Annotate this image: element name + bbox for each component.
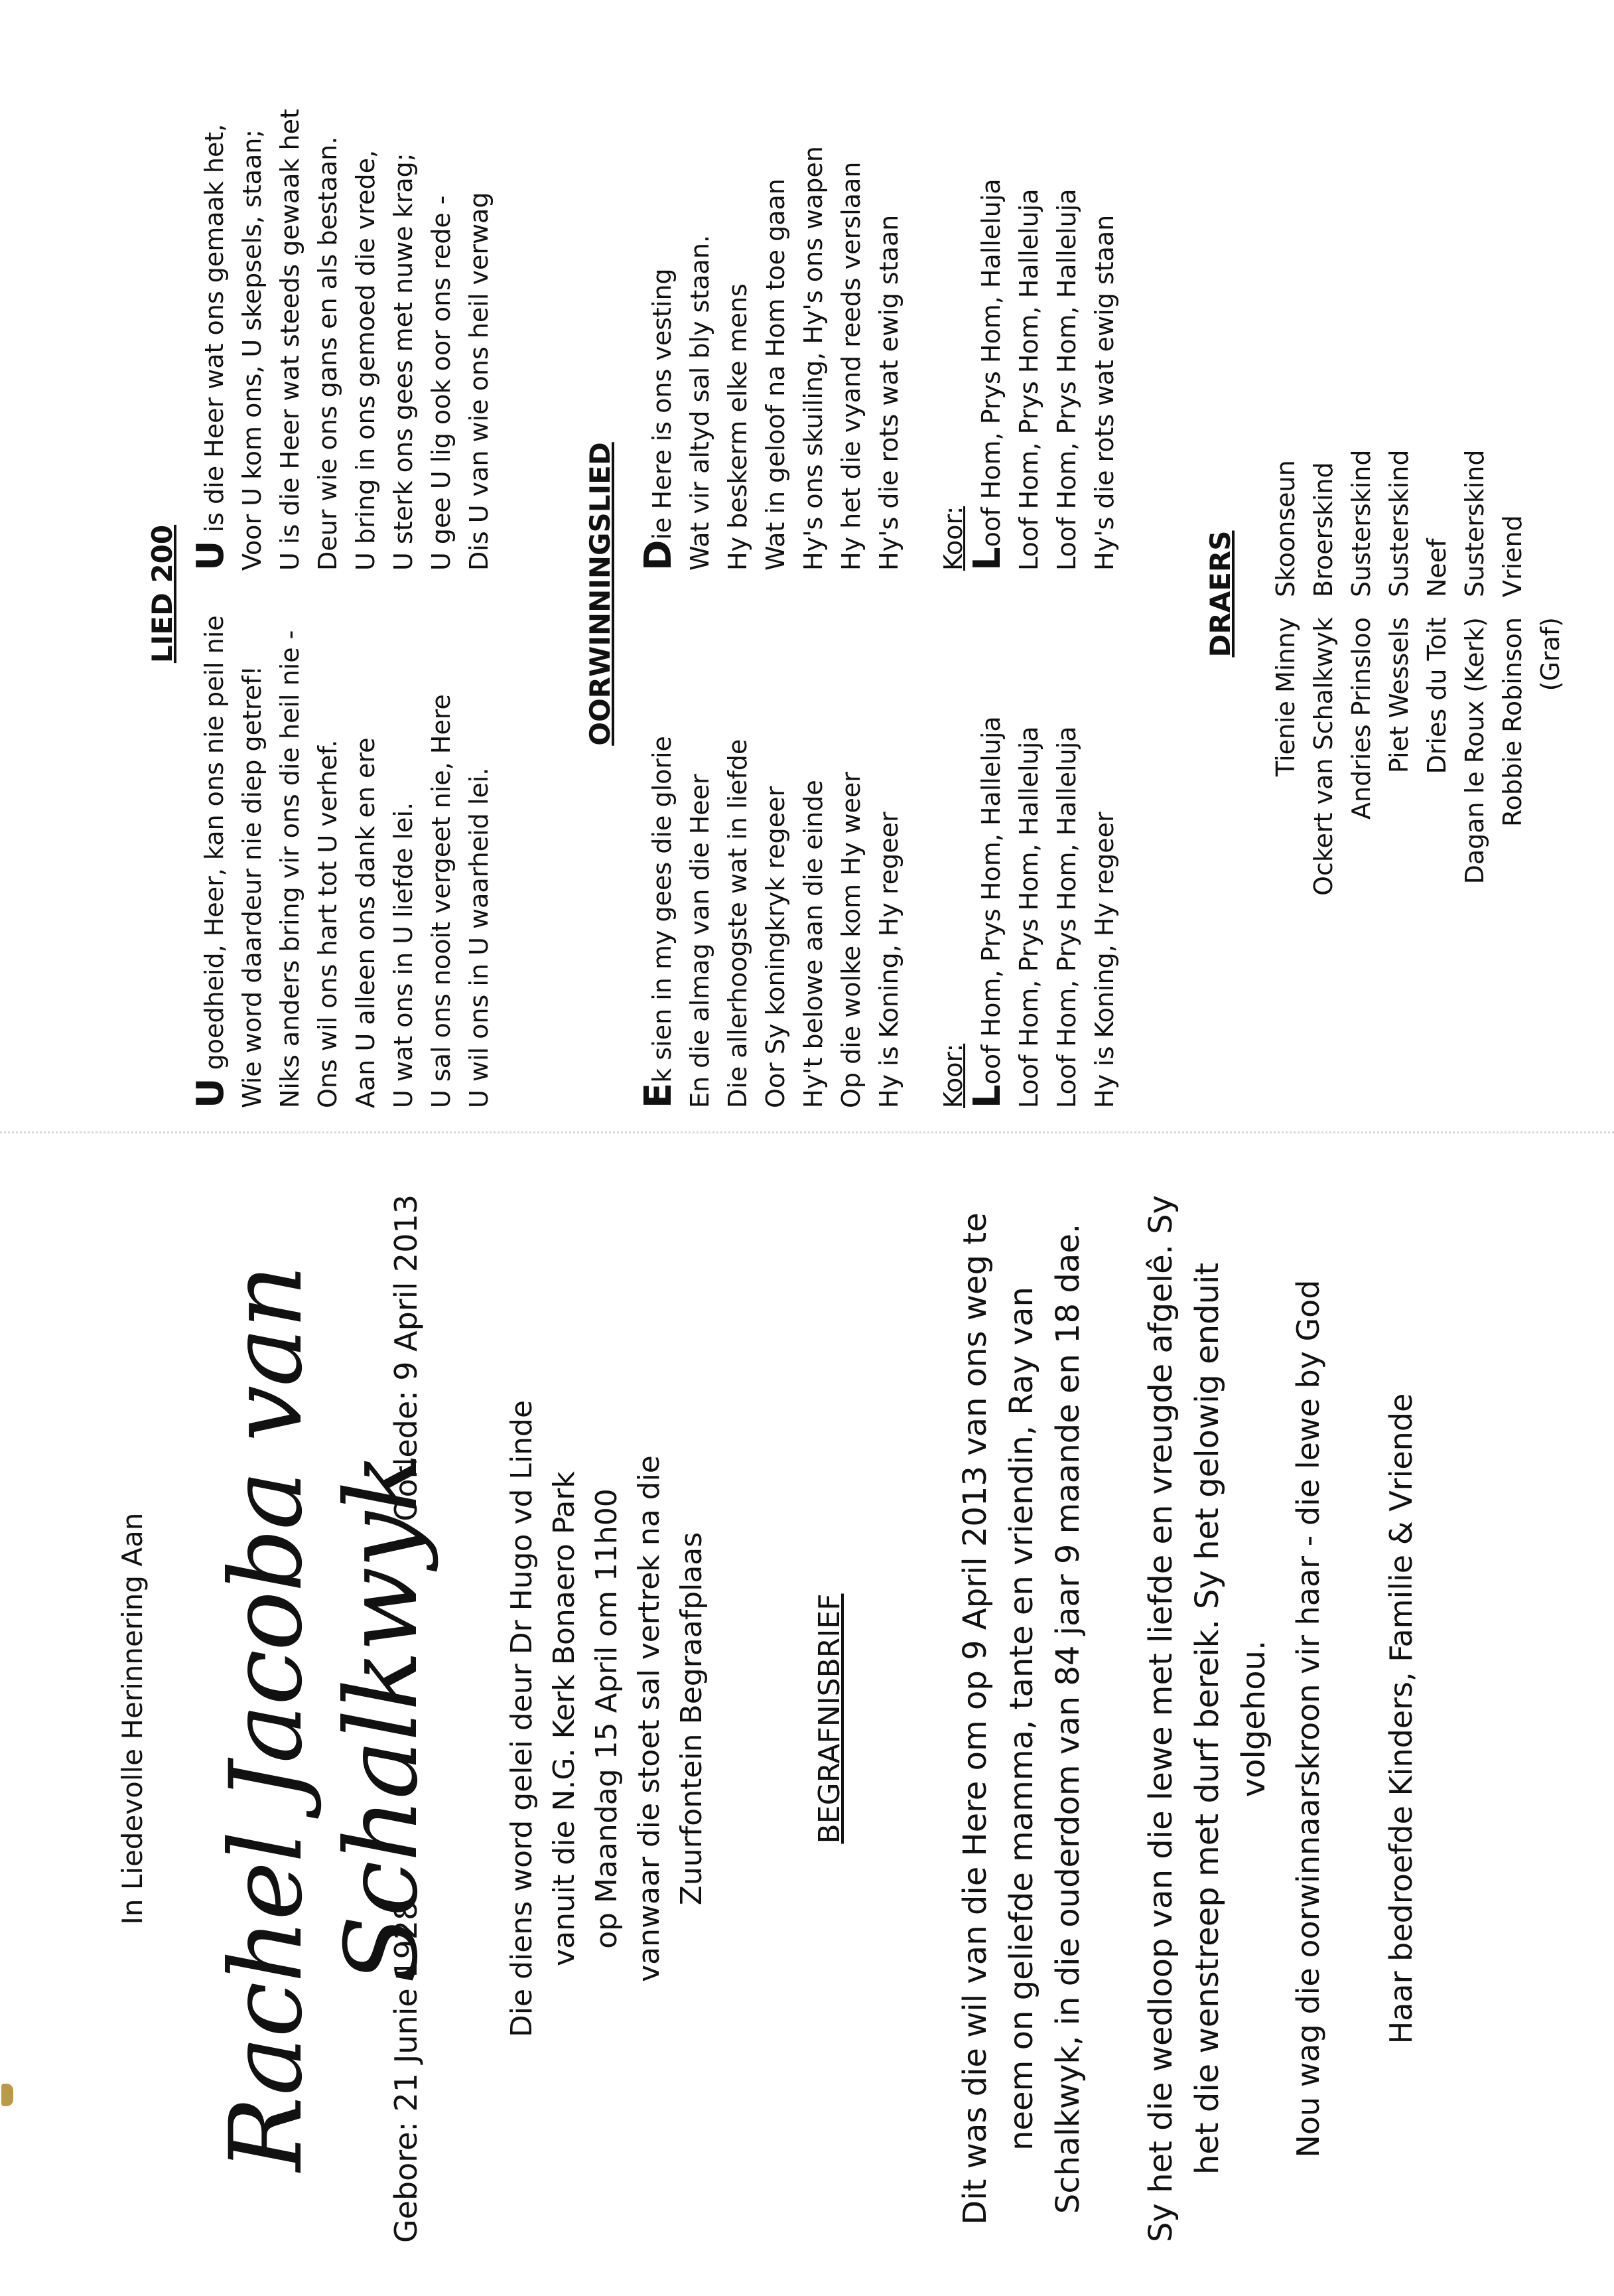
verse-line: U wat ons in U liefde lei. [389,802,418,1108]
bearer-name: Dagan le Roux (Kerk) [1460,617,1489,885]
bearer-row [1418,305,1456,902]
verse-line: Oor Sy koningkryk regeer [761,786,790,1108]
hymn-2-verse-left [637,644,1124,1108]
verse-line: Voor U kom ons, U skepsels, staan; [237,129,267,571]
verse-line: U is die Heer wat steeds gewaak het [275,109,304,571]
verse-line: Deur wie ons gans en als bestaan. [313,136,342,571]
deceased-name: Rachel Jacoba van Schalkwyk [209,1265,440,2172]
verse-line: Wat in geloof na Hom toe gaan [761,179,790,571]
chorus-label: Koor: [939,1043,968,1108]
verse-line: Op die wolke kom Hy weer [837,772,866,1108]
bearer-relation: Vriend [1498,515,1527,597]
chorus-line: Loof Hom, Prys Hom, Halleluja [1052,726,1081,1108]
funeral-letter-paragraph-1 [952,1194,1091,2243]
hymn-2-title: OORWINNINGSLIED [584,442,616,746]
verse-line: U sterk ons gees met nuwe krag; [389,153,418,571]
inside-panel [66,66,1585,1121]
verse-line: U goedheid, Heer, kan ons nie peil nie [189,615,232,1108]
hymn-1-title: LIED 200 [146,524,178,664]
family-signoff: Haar bedroefde Kinders, Familie & Vriende [1383,1393,1419,2045]
card-fold-line [0,1131,1614,1133]
bearer-name: Ockert van Schalkwyk [1309,617,1338,896]
verse-line: Dis U van wie ons heil verwag [464,192,494,571]
verse-line: Wat vir altyd sal bly staan. [685,235,714,571]
memory-line: In Liedevolle Herinnering Aan [116,1512,149,1925]
bearer-name: Tienie Minny [1271,617,1300,777]
verse-line: Hy het die vyand reeds verslaan [837,161,866,571]
bearer-name: Andries Prinsloo [1347,617,1376,820]
paragraph-line: het die wenstreep met durf bereik. Sy het gelowig enduit [1189,1262,1226,2175]
birth-date: Gebore: 21 Junie 1928 [388,1901,424,2243]
paragraph-line: Dit was die wil van die Here om op 9 April 2013 van ons weg te [957,1212,994,2225]
funeral-letter-paragraph-3: Nou wag die oorwinnaarskroon vir haar - die lewe by God [1290,1279,1326,2158]
verse-line: U is die Heer wat ons gemaak het, [189,123,232,571]
paragraph-line: Schalkwyk, in die ouderdom van 84 jaar 9 maande en 18 dae. [1049,1223,1087,2214]
bearer-row [1305,305,1343,902]
service-line: vanuit die N.G. Kerk Bonaero Park [547,1471,581,1966]
service-line: Zuurfontein Begraafplaas [675,1532,708,1906]
paragraph-line: volgehou. [1235,1640,1272,1798]
verse-line: Ons wil ons hart tot U verhef. [313,739,342,1108]
verse-line: Niks anders bring vir ons die heil nie - [275,630,304,1108]
service-line: vanwaar die stoet sal vertrek na die [632,1455,666,1982]
front-panel [76,1168,1595,2269]
bearer-row [1494,305,1570,902]
hymn-2-verse-right [637,106,1124,571]
verse-line: U wil ons in U waarheid lei. [464,767,494,1108]
verse-line: Hy beskerm elke mens [723,283,752,571]
paragraph-line: Sy het die wedloop van die lewe met liefde en vreugde afgelê. Sy [1142,1194,1179,2243]
verse-line: U bring in ons gemoed die vrede, [351,149,380,571]
bearer-name: Dries du Toit [1422,617,1451,774]
bearer-row [1267,305,1305,902]
bearer-relation: Susterskind [1347,449,1376,597]
verse-line: Wie word daardeur nie diep getref! [237,666,267,1108]
hymn-1-verse-left [189,615,498,1108]
bearer-relation: Neef [1422,538,1451,597]
bearer-row [1343,305,1380,902]
verse-line: U sal ons nooit vergeet nie, Here [427,694,456,1108]
bearer-row [1456,305,1494,902]
bearer-name: Piet Wessels [1384,617,1414,774]
verse-line: En die almag van die Heer [685,774,714,1108]
bearers-title: DRAERS [1204,530,1237,658]
verse-line: Hy's ons skuiling, Hy's ons wapen [799,146,828,571]
chorus-line: Loof Hom, Prys Hom, Halleluja [966,179,1009,571]
bearers-list [1267,305,1570,902]
verse-line: Hy's die rots wat ewig staan [874,214,904,571]
verse-line: Hy't belowe aan die einde [799,780,828,1108]
chorus-line: Loof Hom, Prys Hom, Halleluja [966,716,1009,1108]
verse-line: Ek sien in my gees die glorie [637,736,680,1108]
chorus-line: Loof Hom, Prys Hom, Halleluja [1014,188,1043,571]
dates-row [388,1194,424,2243]
verse-line: Die Here is ons vesting [637,268,680,571]
bearer-relation: Skoonseun [1271,460,1300,597]
chorus-line: Hy is Koning, Hy regeer [1090,812,1119,1108]
verse-line: Die allerhoogste wat in liefde [723,739,752,1108]
hymn-1-verse-right [189,106,498,571]
chorus-label: Koor: [939,506,968,571]
bearer-relation: Susterskind [1384,449,1414,597]
service-line: op Maandag 15 April om 11h00 [590,1488,624,1949]
paragraph-line: neem on geliefde mamma, tante en vriendin, Ray van [1003,1287,1040,2151]
bearer-name: Robbie Robinson (Graf) [1498,617,1565,827]
verse-line: Aan U alleen ons dank en ere [351,737,380,1108]
service-line: Die diens word gelei deur Dr Hugo vd Linde [505,1399,539,2038]
funeral-letter-paragraph-2 [1138,1194,1277,2243]
bearer-row [1380,305,1418,902]
death-date: Oorlede: 9 April 2013 [388,1194,424,1522]
service-details [501,1168,713,2269]
bearer-relation: Broerskind [1309,462,1338,597]
gold-corner-mark [1,2084,13,2106]
chorus-line: Loof Hom, Prys Hom, Halleluja [1052,188,1081,571]
bearer-relation: Susterskind [1460,449,1489,597]
verse-line: Hy is Koning, Hy regeer [874,812,904,1108]
chorus-line: Loof Hom, Prys Hom, Halleluja [1014,726,1043,1108]
chorus-line: Hy's die rots wat ewig staan [1090,214,1119,571]
funeral-letter-heading: BEGRAFNISBRIEF [813,1593,846,1844]
verse-line: U gee U lig ook oor ons rede - [427,195,456,571]
